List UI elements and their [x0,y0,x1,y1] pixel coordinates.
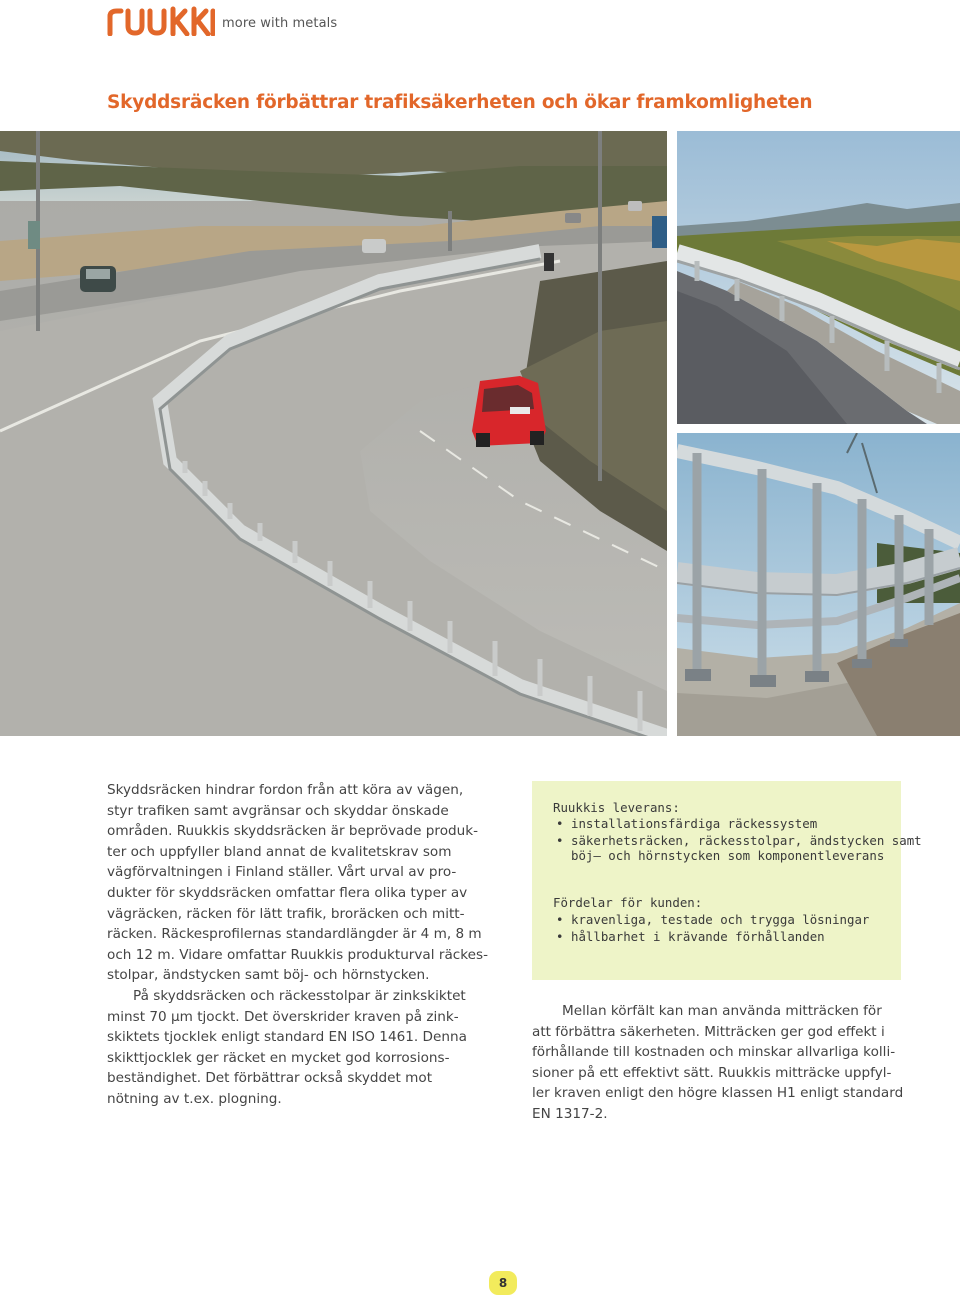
side-line: EN 1317-2. [532,1105,608,1122]
benefit-item-text: kravenliga, testade och trygga lösningar [571,912,870,927]
bridge-railing-photo [677,433,960,736]
red-car [472,376,546,447]
body-line: områden. Ruukkis skyddsräcken är beprövade produk- [107,823,479,840]
page-number: 8 [489,1271,517,1295]
body-line: skikttjocklek ger räcket en mycket god korrosions- [107,1049,450,1066]
body-line: vägräcken, räcken för lätt trafik, broräcken och mitt- [107,905,465,922]
benefit-item [556,929,825,944]
delivery-heading: Ruukkis leverans: [553,800,680,815]
body-line: ter och uppfyller bland annat de kvalitetskrav som [107,843,452,860]
body-line: räcken. Räckesprofilernas standardlängder är 4 m, 8 m [107,926,482,943]
delivery-item [556,833,922,848]
body-line: minst 70 μm tjockt. Det överskrider kraven på zink- [107,1008,459,1025]
body-text [107,780,488,1110]
body-line: På skyddsräcken och räckesstolpar är zinkskiktet [133,987,466,1004]
page-title: Skyddsräcken förbättrar trafiksäkerheten och ökar framkomligheten [107,92,813,113]
delivery-item [556,816,817,831]
side-line: Mellan körfält kan man använda mitträcken för [562,1003,882,1019]
benefit-item [556,912,869,927]
body-line: skiktets tjocklek enligt standard EN ISO 1461. Denna [107,1029,467,1046]
info-box [532,781,922,980]
bullet-icon: • [556,816,564,831]
body-line: vägförvaltningen i Finland ställer. Vårt urval av pro- [107,864,457,881]
bullet-icon: • [556,912,564,927]
side-line: ler kraven enligt den högre klassen H1 enligt standard [532,1085,904,1102]
body-line: dukter för skyddsräcken omfattar flera olika typer av [107,884,468,901]
roadside-guardrail-photo [677,131,960,424]
side-line: förhållande till kostnaden och minskar allvarliga kolli- [532,1044,896,1061]
highway-guardrail-photo [0,131,667,736]
side-line: sioner på ett effektivt sätt. Ruukkis mitträcke uppfyl- [532,1064,892,1081]
ruukki-logo [107,6,215,36]
benefit-item-text: hållbarhet i krävande förhållanden [571,929,825,944]
body-line: stolpar, ändstycken samt böj- och hörnstycken. [107,967,430,984]
side-line: att förbättra säkerheten. Mitträcken ger god effekt i [532,1023,885,1040]
delivery-item-text: installationsfärdiga räckessystem [571,816,818,831]
tagline: more with metals [222,16,338,31]
bullet-icon: • [556,833,564,848]
body-line: styr trafiken samt avgränsar och skyddar önskade [107,802,449,819]
delivery-item-continuation: böj– och hörnstycken som komponentleverans [571,848,885,863]
body-line: Skyddsräcken hindrar fordon från att köra av vägen, [107,782,464,798]
delivery-item-text: säkerhetsräcken, räckesstolpar, ändstycken samt [571,833,922,848]
benefits-heading: Fördelar för kunden: [553,895,703,910]
body-line: beständighet. Det förbättrar också skyddet mot [107,1070,433,1087]
body-line: nötning av t.ex. plogning. [107,1090,282,1107]
body-line: och 12 m. Vidare omfattar Ruukkis produkturval räckes- [107,946,488,963]
page-header [107,6,507,38]
bullet-icon: • [556,929,564,944]
side-text [532,1001,902,1125]
